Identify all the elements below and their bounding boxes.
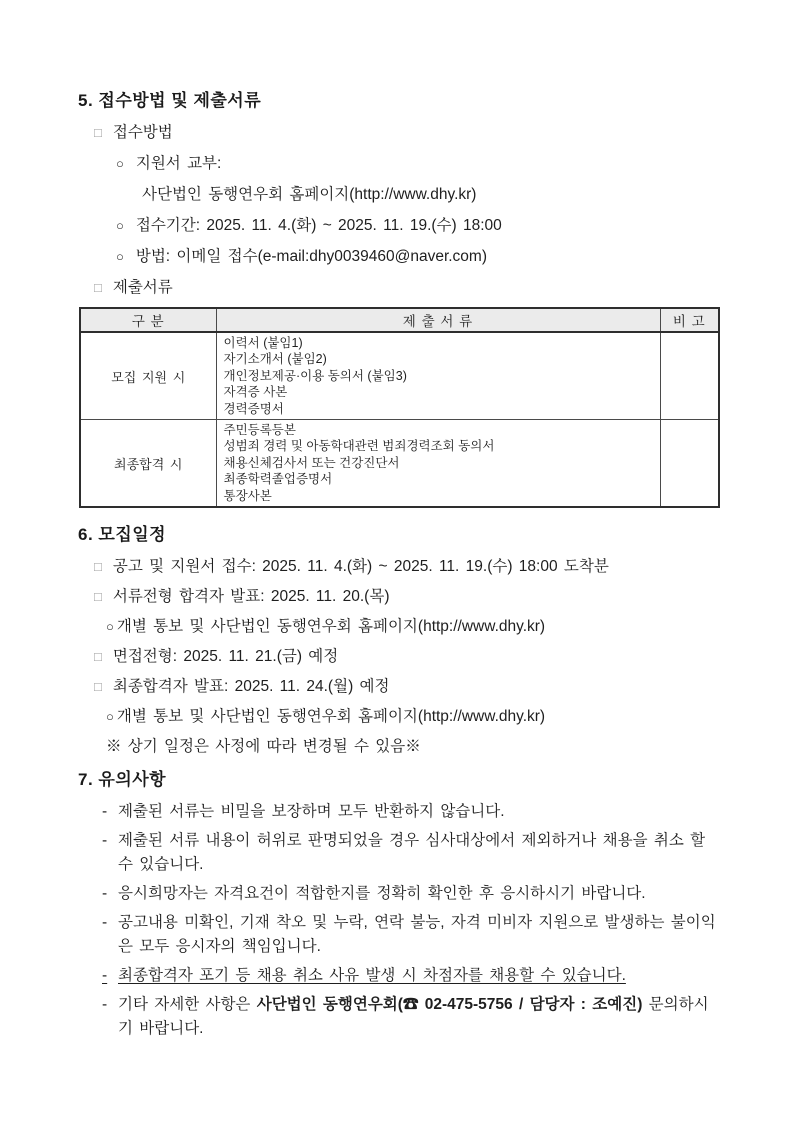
- schedule-announcement-text: 공고 및 지원서 접수: 2025. 11. 4.(화) ~ 2025. 11. 19.(수) 18:00 도착분: [112, 558, 609, 576]
- section7-title: 7. 유의사항: [78, 770, 167, 790]
- homepage-line: [78, 183, 716, 206]
- circle-bullet-icon: ○: [106, 619, 114, 635]
- schedule-line: [78, 555, 716, 578]
- note-text: 공고내용 미확인, 기재 착오 및 누락, 연락 불능, 자격 미비자 지원으로 발생하는 불이익은 모두 응시자의 책임입니다.: [118, 914, 716, 956]
- application-form-label: 지원서 교부:: [135, 155, 222, 172]
- documents-heading: [78, 276, 716, 299]
- note-line: [78, 829, 716, 877]
- square-bullet-icon: □: [94, 589, 102, 605]
- dash-bullet: -: [102, 832, 108, 850]
- square-bullet-icon: □: [94, 559, 102, 575]
- dash-bullet: -: [102, 996, 108, 1014]
- notify-text: 개별 통보 및 사단법인 동행연우회 홈페이지(http://www.dhy.kr): [116, 708, 546, 726]
- schedule-line: [78, 675, 716, 698]
- schedule-paper-pass-text: 서류전형 합격자 발표: 2025. 11. 20.(목): [112, 588, 390, 606]
- reception-method-label: 접수방법: [112, 124, 173, 141]
- square-bullet-icon: □: [94, 679, 102, 695]
- dash-bullet: -: [102, 803, 108, 821]
- section5-title: 5. 접수방법 및 제출서류: [78, 91, 262, 110]
- note-text: 제출된 서류는 비밀을 보장하며 모두 반환하지 않습니다.: [118, 803, 505, 821]
- note-line: [78, 882, 716, 906]
- note-line: [78, 800, 716, 824]
- circle-bullet-icon: ○: [106, 709, 114, 725]
- reception-method-heading: [78, 121, 716, 144]
- table-header-row: [80, 308, 719, 332]
- schedule-interview-text: 면접전형: 2025. 11. 21.(금) 예정: [112, 648, 339, 666]
- col-header-category: 구 분: [80, 308, 216, 332]
- doc-item: 성범죄 경력 및 아동학대관련 범죄경력조회 동의서: [223, 439, 495, 454]
- contact-prefix: 기타 자세한 사항은: [118, 996, 257, 1014]
- section-reception: [78, 86, 716, 508]
- notify-text: 개별 통보 및 사단법인 동행연우회 홈페이지(http://www.dhy.kr): [116, 618, 546, 636]
- reception-way-text: 방법: 이메일 접수(e-mail:dhy0039460@naver.com): [135, 248, 487, 265]
- section6-title: 6. 모집일정: [78, 525, 167, 545]
- doc-item: 경력증명서: [223, 401, 284, 416]
- doc-item: 주민등록등본: [223, 423, 296, 438]
- row-note: [660, 420, 719, 508]
- note-text: 응시희망자는 자격요건이 적합한지를 정확히 확인한 후 응시하시기 바랍니다.: [118, 885, 646, 903]
- note-line-underlined: [78, 964, 716, 988]
- circle-bullet-icon: ○: [116, 218, 124, 233]
- homepage-text: 사단법인 동행연우회 홈페이지(http://www.dhy.kr): [142, 186, 477, 203]
- application-form-line: [78, 152, 716, 175]
- row-category: 최종합격 시: [80, 420, 216, 508]
- contact-suffix: 문의하시기 바랍니다.: [118, 996, 709, 1038]
- submission-documents-table: [79, 307, 720, 508]
- note-text: 제출된 서류 내용이 허위로 판명되었을 경우 심사대상에서 제외하거나 채용을 취소 할 수 있습니다.: [118, 832, 706, 874]
- row-note: [660, 332, 719, 420]
- reception-period-line: [78, 214, 716, 237]
- square-bullet-icon: □: [94, 280, 102, 295]
- table-row: [80, 420, 719, 508]
- row-documents: [216, 420, 660, 508]
- col-header-documents: 제 출 서 류: [216, 308, 660, 332]
- square-bullet-icon: □: [94, 125, 102, 140]
- section-schedule: [78, 520, 716, 758]
- dash-bullet: -: [102, 885, 108, 903]
- schedule-change-note-text: ※ 상기 일정은 사정에 따라 변경될 수 있음※: [106, 738, 421, 756]
- schedule-change-note: [78, 735, 716, 758]
- doc-item: 통장사본: [223, 488, 272, 503]
- row-documents: [216, 332, 660, 420]
- doc-item: 이력서 (붙임1): [223, 336, 303, 350]
- doc-item: 자격증 사본: [223, 385, 288, 400]
- doc-item: 자기소개서 (붙임2): [223, 352, 327, 367]
- circle-bullet-icon: ○: [116, 249, 124, 264]
- schedule-line: [78, 645, 716, 668]
- documents-label: 제출서류: [112, 279, 173, 296]
- row-category: 모집 지원 시: [80, 332, 216, 420]
- col-header-note: 비 고: [660, 308, 719, 332]
- schedule-line: [78, 585, 716, 608]
- doc-item: 채용신체검사서 또는 건강진단서: [223, 455, 400, 470]
- dash-bullet: -: [102, 967, 108, 985]
- dash-bullet: -: [102, 914, 108, 932]
- doc-item: 최종학력졸업증명서: [223, 472, 333, 487]
- table-row: [80, 332, 719, 420]
- contact-line: [78, 993, 716, 1041]
- square-bullet-icon: □: [94, 649, 102, 665]
- contact-org-phone: 사단법인 동행연우회(☎ 02-475-5756 / 담당자 : 조예진): [256, 996, 643, 1014]
- circle-bullet-icon: ○: [116, 156, 124, 171]
- section-notes: [78, 765, 716, 1041]
- notify-line: [78, 615, 716, 638]
- note-line: [78, 911, 716, 959]
- schedule-final-pass-text: 최종합격자 발표: 2025. 11. 24.(월) 예정: [112, 678, 390, 696]
- contact-text: [118, 993, 716, 1041]
- note-text-underlined: 최종합격자 포기 등 채용 취소 사유 발생 시 차점자를 채용할 수 있습니다.: [118, 967, 626, 985]
- reception-way-line: [78, 245, 716, 268]
- doc-item: 개인정보제공·이용 동의서 (붙임3): [223, 368, 407, 383]
- reception-period-text: 접수기간: 2025. 11. 4.(화) ~ 2025. 11. 19.(수) 18:00: [135, 217, 502, 234]
- notify-line: [78, 705, 716, 728]
